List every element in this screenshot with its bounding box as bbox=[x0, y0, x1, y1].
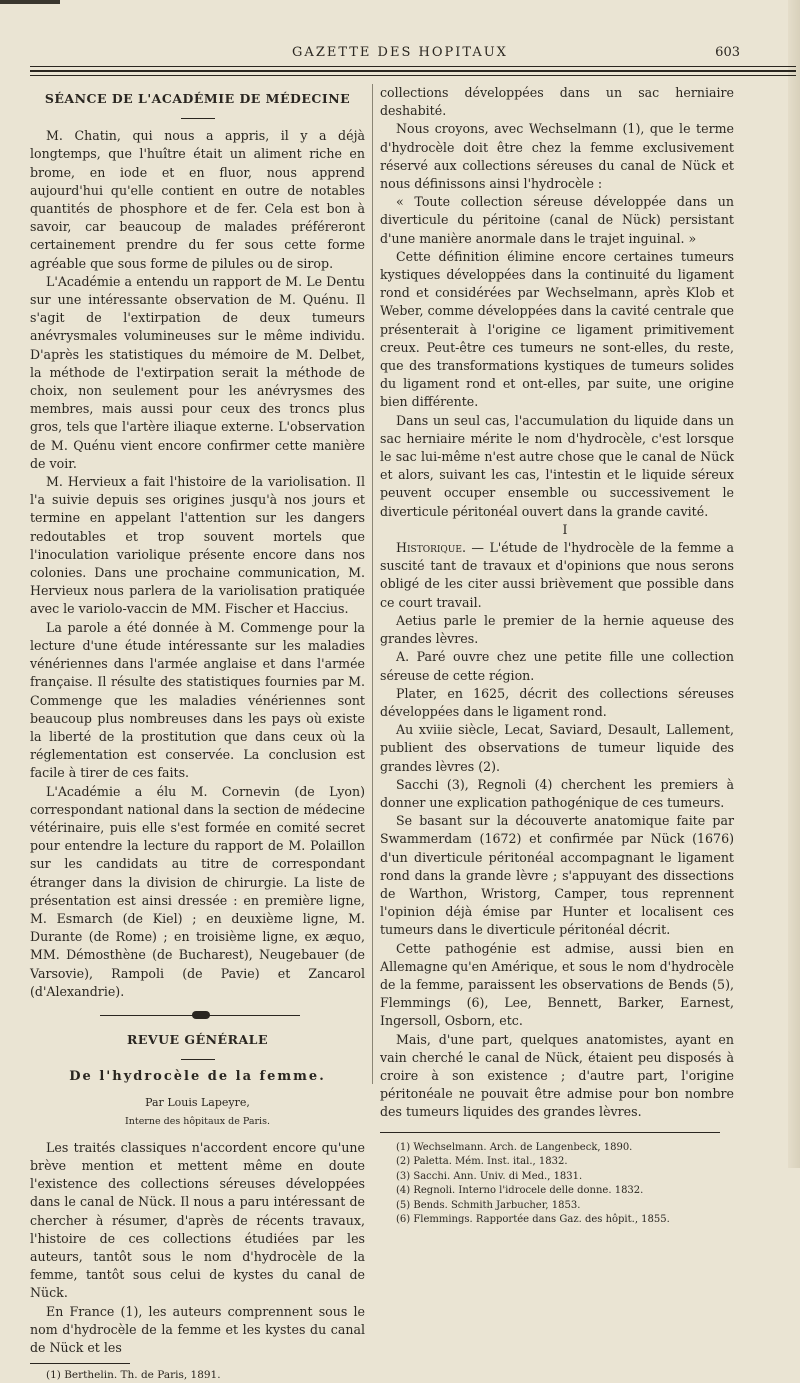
paragraph: La parole a été donnée à M. Commenge pour la lecture d'une étude intéressante sur les maladies vénériennes dans l'armée anglaise et dans l'armée française. Il résulte des statistiques fournies par M. Commenge que les maladies vénériennes sont beaucoup plus nombreuses dans les pays où existe la liberté de la prostitution que dans ceux où la réglementation est conservée. La conclusion est facile à tirer de ces faits. bbox=[30, 619, 365, 781]
section-title-academie: SÉANCE DE L'ACADÉMIE DE MÉDECINE bbox=[44, 91, 351, 106]
section-ornament bbox=[30, 1009, 365, 1023]
top-edge-mark bbox=[0, 0, 60, 4]
paragraph: Se basant sur la découverte anatomique faite par Swammerdam (1672) et confirmée par Nück (1676) d'un diverticule péritonéal accompagnant le ligament rond dans la grande lèvre ; s'appuyant des dissections de Warthon, Wristorg, Camper, tous reprennent l'opinion déjà émise par Hunter et localisent ces tumeurs dans le diverticule péritonéal décrit. bbox=[380, 813, 734, 938]
footnote: (2) Paletta. Mém. Inst. ital., 1832. bbox=[396, 1156, 568, 1168]
paragraph: M. Chatin, qui nous a appris, il y a déjà longtemps, que l'huître était un aliment riche en brome, en iode et en fluor, nous apprend aujourd'hui qu'elle contient en outre de notables quantités de phosphore et de fer. Cela est bon à savoir, car beaucoup de malades préféreront certainement prendre du fer sous cette forme agréable que sous forme de pilules ou de sirop. bbox=[30, 128, 365, 271]
paragraph: Mais, d'une part, quelques anatomistes, ayant en vain cherché le canal de Nück, étaient peu disposés à croire à son existence ; d'autre part, l'origine péritonéale ne pouvait être admise pour bon nombre des tumeurs liquides des grandes lèvres. bbox=[380, 1031, 734, 1120]
author-role: Interne des hôpitaux de Paris. bbox=[125, 1115, 270, 1127]
section-rule bbox=[181, 1059, 215, 1060]
footnote: (4) Regnoli. Interno l'idrocele delle donne. 1832. bbox=[396, 1185, 644, 1197]
page-edge bbox=[788, 0, 800, 1168]
paragraph: M. Hervieux a fait l'histoire de la variolisation. Il l'a suivie depuis ses origines jusqu'à nos jours et termine en appelant l'attention sur les dangers redoutables et trop souvent mortels que l'inoculation variolique présente encore dans nos colonies. Dans une prochaine communication, M. Hervieux nous parlera de la variolisation pratiquée avec le variolo-vaccin de MM. Fischer et Haccius. bbox=[30, 474, 365, 617]
paragraph: Au xviiie siècle, Lecat, Saviard, Desault, Lallement, publient des observations de tumeur liquide des grandes lèvres (2). bbox=[380, 722, 734, 774]
paragraph: Cette définition élimine encore certaines tumeurs kystiques développées dans la continuité du ligament rond et considérées par Wechselmann, après Klob et Weber, comme développées dans la cavité centrale que présenterait à l'origine ce ligament primitivement creux. Peut-être ces tumeurs ne sont-elles, du reste, que des transformations kystiques de tumeurs solides du ligament rond et ont-elles, par suite, une origine bien différente. bbox=[380, 248, 734, 410]
paragraph: L'Académie a élu M. Cornevin (de Lyon) correspondant national dans la section de médecine vétérinaire, puis elle s'est formée en comité secret pour entendre la lecture du rapport de M. Polaillon sur les candidats au titre de correspondant étranger dans la division de chirurgie. La liste de présentation est ainsi dressée : en première ligne, M. Esmarch (de Kiel) ; en deuxième ligne, M. Durante (de Rome) ; en troisième ligne, ex æquo, MM. Démosthène (de Bucharest), Neugebauer (de Varsovie), Rampoli (de Pavie) et Zancarol (d'Alexandrie). bbox=[30, 783, 365, 999]
header-rule-middle bbox=[30, 70, 796, 72]
running-title: GAZETTE DES HOPITAUX bbox=[292, 45, 508, 60]
footnote-rule bbox=[380, 1132, 720, 1133]
footnote: (1) Berthelin. Th. de Paris, 1891. bbox=[46, 1369, 221, 1382]
column-divider bbox=[372, 84, 373, 1084]
article-author: Par Louis Lapeyre, bbox=[145, 1096, 250, 1110]
paragraph: Plater, en 1625, décrit des collections séreuses développées dans le ligament rond. bbox=[380, 685, 734, 719]
right-column bbox=[380, 84, 734, 1226]
historique-label: Historique. bbox=[396, 540, 466, 556]
section-number: I bbox=[562, 521, 568, 537]
page-number: 603 bbox=[715, 45, 740, 60]
footnote: (5) Bends. Schmith Jarbucher, 1853. bbox=[396, 1199, 581, 1211]
paragraph: collections développées dans un sac herniaire deshabité. bbox=[380, 85, 734, 119]
header-rule-top bbox=[30, 66, 796, 67]
section-title-revue: REVUE GÉNÉRALE bbox=[127, 1031, 268, 1047]
section-rule bbox=[181, 118, 215, 119]
paragraph: Aetius parle le premier de la hernie aqueuse des grandes lèvres. bbox=[380, 612, 734, 647]
header-rule-bottom bbox=[30, 75, 796, 76]
paragraph: Cette pathogénie est admise, aussi bien en Allemagne qu'en Amérique, et sous le nom d'hydrocèle de la femme, paraissent les observations de Bends (5), Flemmings (6), Lee, Bennett, Barker, Earnest, Ingersoll, Osborn, etc. bbox=[380, 940, 734, 1029]
paragraph: Sacchi (3), Regnoli (4) cherchent les premiers à donner une explication pathogénique de ces tumeurs. bbox=[380, 776, 734, 810]
historique-text: — L'étude de l'hydrocèle de la femme a suscité tant de travaux et d'opinions que nous serons obligé de les citer aussi brièvement que possible dans ce court travail. bbox=[380, 540, 734, 610]
footnote-rule bbox=[30, 1363, 130, 1364]
paragraph: Les traités classiques n'accordent encore qu'une brève mention et mettent même en doute l'existence des collections séreuses développées dans le canal de Nück. Il nous a paru intéressant de chercher à résumer, d'après de récents travaux, l'histoire de ces collections étudiées par les auteurs, tantôt sous le nom d'hydrocèle de la femme, tantôt sous celui de kystes du canal de Nück. bbox=[30, 1139, 365, 1301]
paragraph: L'Académie a entendu un rapport de M. Le Dentu sur une intéressante observation de M. Quénu. Il s'agit de l'extirpation de deux tumeurs anévrysmales volumineuses sur le même individu. D'après les statistiques du mémoire de M. Delbet, la méthode de l'extirpation serait la méthode de choix, non seulement pour les anévrysmes des membres, mais aussi pour ceux des troncs plus gros, tels que l'artère iliaque externe. L'observation de M. Quénu vient encore confirmer cette manière de voir. bbox=[30, 273, 365, 471]
footnote: (3) Sacchi. Ann. Univ. di Med., 1831. bbox=[396, 1170, 583, 1182]
paragraph: Dans un seul cas, l'accumulation du liquide dans un sac herniaire mérite le nom d'hydrocèle, c'est lorsque le sac lui-même n'est autre chose que le canal de Nück et alors, suivant les cas, l'intestin et le liquide séreux peuvent occuper ensemble ou successivement le diverticule péritonéal ouvert dans la grande cavité. bbox=[380, 412, 734, 519]
paragraph: En France (1), les auteurs comprennent sous le nom d'hydrocèle de la femme et les kystes du canal de Nück et les bbox=[30, 1303, 365, 1355]
paragraph: Nous croyons, avec Wechselmann (1), que le terme d'hydrocèle doit être chez la femme exclusivement réservé aux collections séreuses du canal de Nück et nous définissons ainsi l'hydrocèle : bbox=[380, 121, 734, 192]
article-title: De l'hydrocèle de la femme. bbox=[69, 1069, 326, 1085]
quotation: « Toute collection séreuse développée dans un diverticule du péritoine (canal de Nück) persistant d'une manière anormale dans le trajet inguinal. » bbox=[380, 194, 734, 246]
historique-paragraph bbox=[380, 539, 734, 612]
left-column bbox=[30, 84, 365, 1382]
paragraph: A. Paré ouvre chez une petite fille une collection séreuse de cette région. bbox=[380, 649, 734, 683]
footnote: (1) Wechselmann. Arch. de Langenbeck, 1890. bbox=[396, 1141, 633, 1153]
footnote: (6) Flemmings. Rapportée dans Gaz. des hôpit., 1855. bbox=[396, 1214, 670, 1226]
